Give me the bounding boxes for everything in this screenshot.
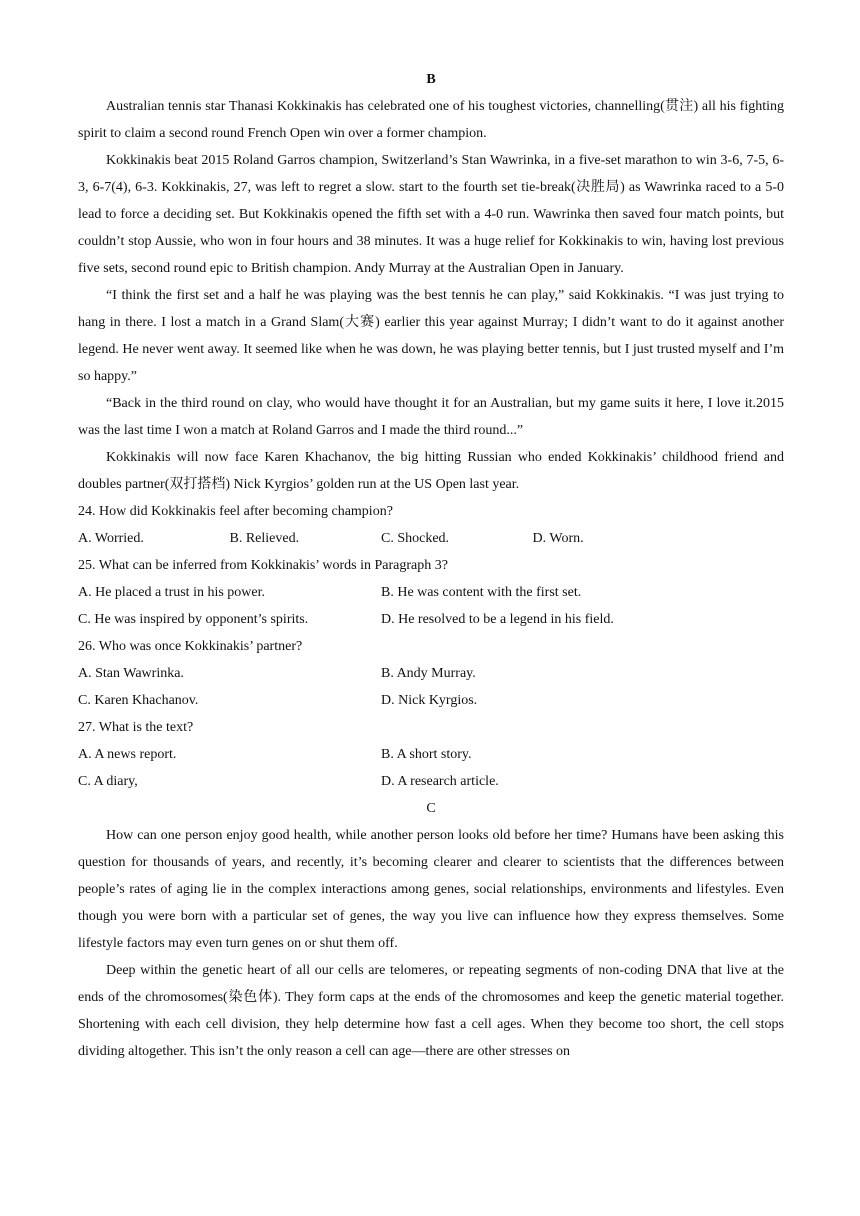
question-25-option-a: A. He placed a trust in his power. [78,585,266,600]
question-26-stem: 26. Who was once Kokkinakis’ partner? [78,639,303,654]
section-c-paragraph-1: How can one person enjoy good health, while another person looks old before her time? Humans have been asking this question for thousands of years, and recently, it’s becoming clearer and clearer to scientists that the differences between people’s rates of aging lie in the complex interactions among genes, social relationships, environments and lifestyles. Even though you were born with a particular set of genes, the way you live can influence how they express themselves. Some lifestyle factors may even turn genes on or shut them off. [78,828,784,951]
question-26-option-c: C. Karen Khachanov. [78,693,199,708]
section-b-paragraph-2: Kokkinakis beat 2015 Roland Garros champion, Switzerland’s Stan Wawrinka, in a five-set marathon to win 3-6, 7-5, 6-3, 6-7(4), 6-3. Kokkinakis, 27, was left to regret a slow. start to the fourth set tie-break(决胜局) as Wawrinka raced to a 5-0 lead to force a deciding set. But Kokkinakis opened the fifth set with a 4-0 run. Wawrinka then saved four match points, but couldn’t stop Aussie, who won in four hours and 38 minutes. It was a huge relief for Kokkinakis to win, having lost previous five sets, second round epic to British champion. Andy Murray at the Australian Open in January. [78,153,784,276]
question-27-options-row-2 [78,768,784,795]
question-26-option-b: B. Andy Murray. [381,666,476,681]
question-27-option-b: B. A short story. [381,747,472,762]
section-b-paragraph-4: “Back in the third round on clay, who would have thought it for an Australian, but my game suits it here, I love it.2015 was the last time I won a match at Roland Garros and I made the third round...” [78,396,784,438]
section-b-paragraph-3: “I think the first set and a half he was playing was the best tennis he can play,” said Kokkinakis. “I was just trying to hang in there. I lost a match in a Grand Slam(大赛) earlier this year against Murray; I didn’t want to do it against another legend. He never went away. It seemed like when he was down, he was playing better tennis, but I just trusted myself and I’m so happy.” [78,288,784,384]
section-b-heading: B [426,72,436,87]
question-24-option-c: C. Shocked. [381,531,450,546]
question-24-option-b: B. Relieved. [229,531,300,546]
question-24-option-a: A. Worried. [78,531,144,546]
question-27-stem: 27. What is the text? [78,720,194,735]
question-25-option-d: D. He resolved to be a legend in his field. [381,612,614,627]
question-25-options-row-2 [78,606,784,633]
section-c-paragraph-2: Deep within the genetic heart of all our cells are telomeres, or repeating segments of non-coding DNA that live at the ends of the chromosomes(染色体). They form caps at the ends of the chromosomes and keep the genetic material together. Shortening with each cell division, they help determine how fast a cell ages. When they become too short, the cell stops dividing altogether. This isn’t the only reason a cell can age—there are other stresses on [78,963,784,1059]
question-25-option-c: C. He was inspired by opponent’s spirits. [78,612,309,627]
question-25-options-row-1 [78,579,784,606]
question-26-options-row-1 [78,660,784,687]
question-26-options-row-2 [78,687,784,714]
question-24-option-d: D. Worn. [532,531,584,546]
section-b-paragraph-1: Australian tennis star Thanasi Kokkinakis has celebrated one of his toughest victories, channelling(贯注) all his fighting spirit to claim a second round French Open win over a former champion. [78,99,784,141]
question-27-options-row-1 [78,741,784,768]
question-24-options [78,525,784,552]
question-27-option-a: A. A news report. [78,747,177,762]
question-26-option-d: D. Nick Kyrgios. [381,693,478,708]
question-27-option-d: D. A research article. [381,774,499,789]
question-26-option-a: A. Stan Wawrinka. [78,666,184,681]
question-25-stem: 25. What can be inferred from Kokkinakis’ words in Paragraph 3? [78,558,448,573]
section-b-paragraph-5: Kokkinakis will now face Karen Khachanov, the big hitting Russian who ended Kokkinakis’ childhood friend and doubles partner(双打搭档) Nick Kyrgios’ golden run at the US Open last year. [78,450,784,492]
question-24-stem: 24. How did Kokkinakis feel after becoming champion? [78,504,393,519]
question-27-option-c: C. A diary, [78,774,138,789]
question-25-option-b: B. He was content with the first set. [381,585,582,600]
section-c-heading: C [426,801,436,816]
document-content [78,66,784,1065]
